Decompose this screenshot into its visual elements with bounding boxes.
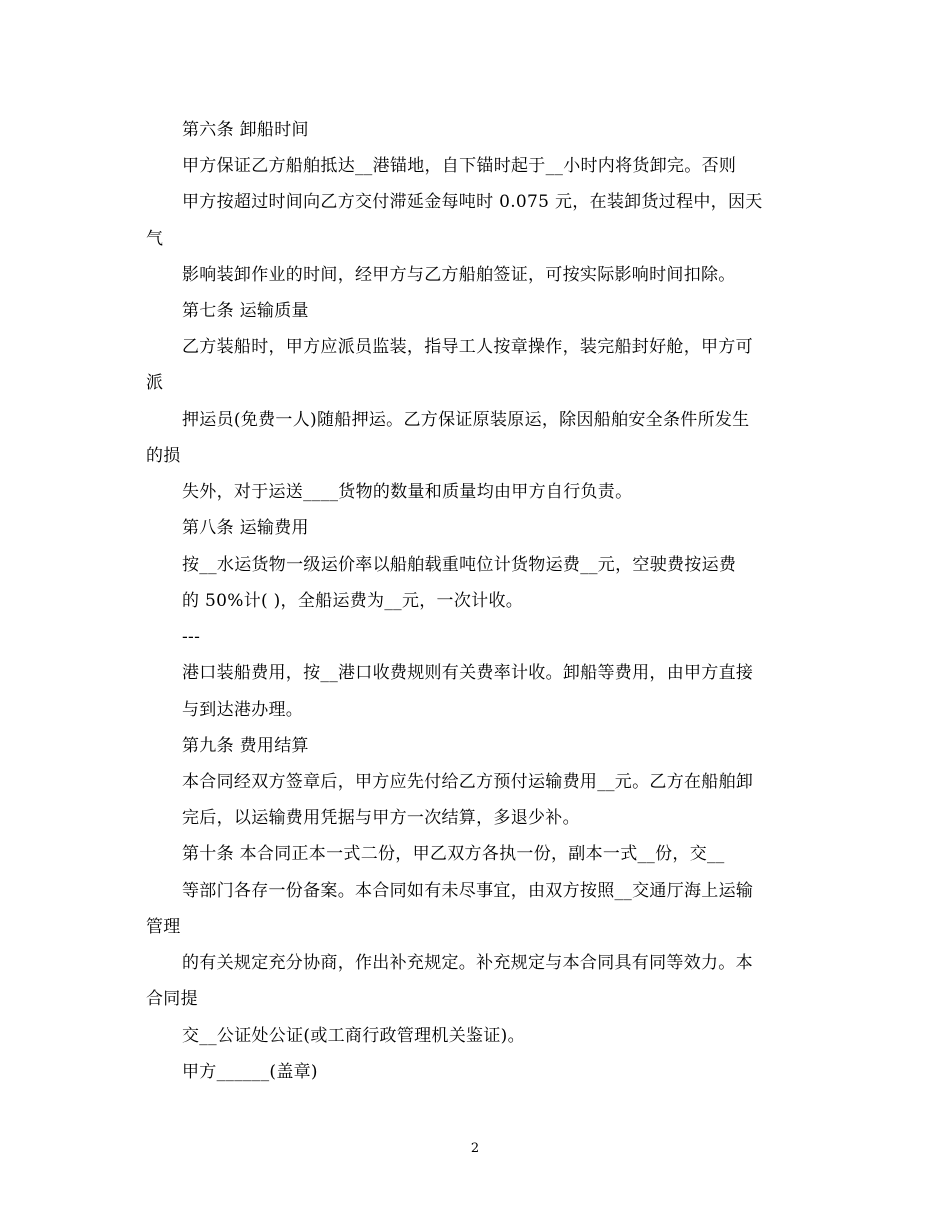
body-line: 押运员(免费一人)随船押运。乙方保证原装原运，除因船舶安全条件所发生 [182, 410, 750, 430]
signature-party-a: 甲方______(盖章) [182, 1062, 318, 1082]
page-number: 2 [470, 1141, 480, 1156]
body-line: 交__公证处公证(或工商行政管理机关鉴证)。 [182, 1026, 525, 1046]
body-line: 影响装卸作业的时间，经甲方与乙方船舶签证，可按实际影响时间扣除。 [182, 265, 736, 285]
body-line: 与到达港办理。 [182, 700, 304, 720]
body-line-wrap: 管理 [146, 917, 181, 937]
body-line-wrap: 合同提 [146, 989, 198, 1009]
body-line: 甲方保证乙方船舶抵达__港锚地，自下锚时起于__小时内将货卸完。否则 [182, 156, 737, 176]
body-line: 等部门各存一份备案。本合同如有未尽事宜，由双方按照__交通厅海上运输 [182, 881, 754, 901]
body-line: 乙方装船时，甲方应派员监装，指导工人按章操作，装完船封好舱，甲方可 [182, 337, 753, 357]
article-9-heading: 第九条 费用结算 [182, 736, 309, 756]
body-line-wrap: 派 [146, 373, 164, 393]
body-line-wrap: 的损 [146, 446, 181, 466]
article-7-heading: 第七条 运输质量 [182, 301, 309, 321]
article-8-heading: 第八条 运输费用 [182, 518, 309, 538]
body-line: 甲方按超过时间向乙方交付滞延金每吨时 0.075 元，在装卸货过程中，因天 [182, 192, 763, 212]
body-line-wrap: 气 [146, 229, 164, 249]
article-6-heading: 第六条 卸船时间 [182, 120, 309, 140]
body-line: 失外，对于运送____货物的数量和质量均由甲方自行负责。 [182, 482, 633, 502]
body-line: 本合同经双方签章后，甲方应先付给乙方预付运输费用__元。乙方在船舶卸 [182, 772, 754, 792]
article-10-heading: 第十条 本合同正本一式二份，甲乙双方各执一份，副本一式__份，交__ [182, 844, 725, 864]
body-line: 港口装船费用，按__港口收费规则有关费率计收。卸船等费用，由甲方直接 [182, 663, 754, 683]
body-line: 按__水运货物一级运价率以船舶载重吨位计货物运费__元，空驶费按运费 [182, 555, 737, 575]
body-line: 的有关规定充分协商，作出补充规定。补充规定与本合同具有同等效力。本 [182, 953, 753, 973]
separator-text: --- [182, 627, 201, 647]
body-line: 的 50%计( )，全船运费为__元，一次计收。 [182, 591, 524, 611]
body-line: 完后，以运输费用凭据与甲方一次结算，多退少补。 [182, 808, 580, 828]
